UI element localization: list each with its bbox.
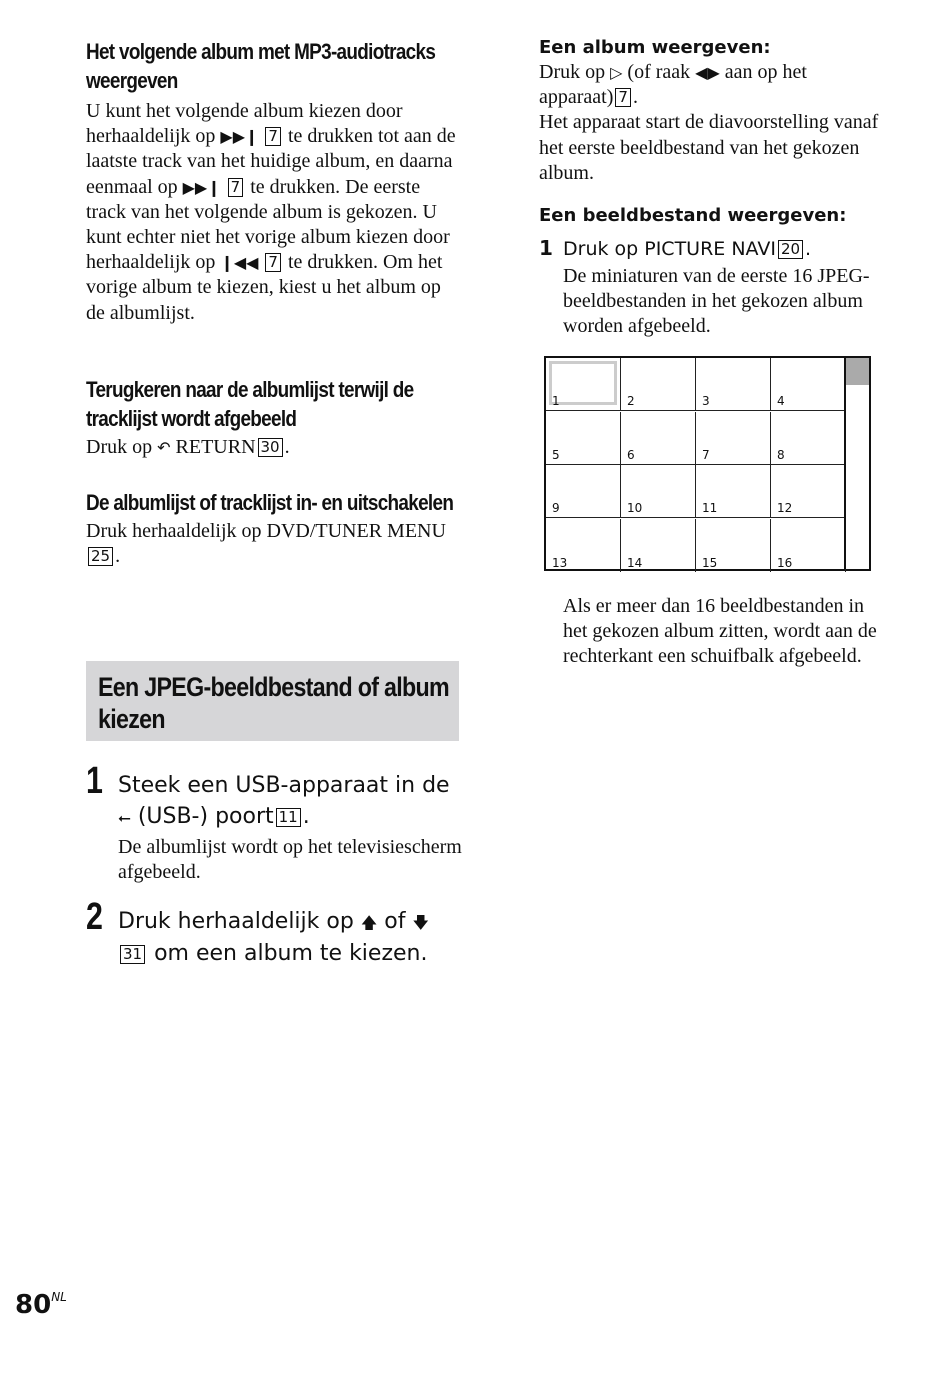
scrollbar-thumb[interactable] <box>846 358 869 385</box>
thumbnail-label: 6 <box>627 447 635 462</box>
thumbnail-cell[interactable] <box>771 465 846 518</box>
thumbnail-label: 14 <box>627 555 643 570</box>
section-text-toggle-list: Druk herhaaldelijk op DVD/TUNER MENU25 . <box>86 520 446 568</box>
step-number: 2 <box>86 896 103 938</box>
banner-title: Een JPEG-beeldbestand of album kiezen <box>98 672 449 734</box>
album-heading: Een album weergeven: <box>539 37 771 58</box>
thumbnail-cell[interactable] <box>546 465 621 518</box>
usb-icon: ⭠ <box>118 808 131 827</box>
thumbnail-cell[interactable] <box>546 358 621 411</box>
thumbnail-cell[interactable] <box>771 358 846 411</box>
step-number: 1 <box>86 760 103 802</box>
section-heading-return: Terugkeren naar de albumlijst terwijl de tracklijst wordt afgebeeld <box>86 377 414 431</box>
step-description: De albumlijst wordt op het televisiescherm afgebeeld. <box>118 836 462 884</box>
thumbnail-cell[interactable] <box>771 519 846 572</box>
section-text-next-album: U kunt het volgende album kiezen door herhaaldelijk op ▶▶❙ 7 te drukken tot aan de laatste track van het huidige album, en daarna eenmaal op ▶▶❙ 7 te drukken. De eerste track van het volgende album is gekozen. U kunt echter niet het vorige album kiezen door herhaaldelijk op ❙◀◀ 7 te drukken. Om het vorige album te kiezen, kiest u het album op de albumlijst. <box>86 100 456 324</box>
section-banner <box>86 661 459 741</box>
thumbnail-cell[interactable] <box>621 358 696 411</box>
thumbnail-cell[interactable] <box>621 412 696 465</box>
thumbnail-label: 8 <box>777 447 785 462</box>
thumbnail-cell[interactable] <box>696 358 771 411</box>
thumbnail-label: 12 <box>777 501 793 515</box>
note-text: Als er meer dan 16 beeldbestanden in het gekozen album zitten, wordt aan de rechterkant een schuifbalk afgebeeld. <box>563 595 877 668</box>
step-text: Druk herhaaldelijk op 🡅 of 🡇 31 om een album te kiezen. <box>118 909 429 966</box>
arrow-up-icon: 🡅 <box>360 913 378 932</box>
left-right-icon: ◀▶ <box>695 63 720 82</box>
arrow-down-icon: 🡇 <box>412 913 429 932</box>
thumbnail-cell[interactable] <box>696 519 771 572</box>
step-number: 1 <box>539 236 553 260</box>
thumbnail-label: 15 <box>702 555 718 570</box>
next-track-icon: ▶▶❙ <box>220 127 259 147</box>
thumbnail-label: 1 <box>552 394 560 408</box>
step-text: Druk op PICTURE NAVI 20 . <box>563 238 812 260</box>
thumbnail-label: 3 <box>702 394 710 408</box>
scrollbar[interactable] <box>844 358 869 569</box>
return-icon: ↶ <box>157 438 171 457</box>
thumbnail-label: 4 <box>777 394 785 408</box>
section-heading-toggle-list: De albumlijst of tracklijst in- en uitschakelen <box>86 490 454 515</box>
album-text: Druk op ▷ (of raak ◀▶ aan op het apparaat) 7 . Het apparaat start de diavoorstelling vanaf het eerste beeldbestand van het gekozen album. <box>539 61 879 184</box>
step-text: Steek een USB-apparaat in de ⭠ (USB-) poort 11 . <box>118 773 450 829</box>
thumbnail-cell[interactable] <box>546 412 621 465</box>
thumbnail-cell[interactable] <box>771 412 846 465</box>
thumbnail-cell[interactable] <box>621 465 696 518</box>
thumbnail-label: 5 <box>552 447 560 462</box>
thumbnail-label: 10 <box>627 501 643 515</box>
thumbnail-label: 9 <box>552 501 560 515</box>
thumbnail-cell[interactable] <box>546 519 621 572</box>
thumbnail-cell[interactable] <box>696 465 771 518</box>
step-description: De miniaturen van de eerste 16 JPEG-beeldbestanden in het gekozen album worden afgebeeld. <box>563 265 870 338</box>
thumbnail-label: 2 <box>627 394 635 408</box>
thumbnail-cell[interactable] <box>621 519 696 572</box>
next-track-icon: ▶▶❙ <box>182 177 221 197</box>
thumbnail-label: 13 <box>552 555 568 570</box>
page-number: $80^{NL}$ <box>15 1290 67 1320</box>
thumbnail-cell[interactable] <box>696 412 771 465</box>
thumbnail-label: 16 <box>777 555 793 570</box>
previous-track-icon: ❙◀◀ <box>220 253 259 273</box>
play-icon: ▷ <box>610 63 623 82</box>
section-text-return: Druk op ↶ RETURN 30 . <box>86 436 290 458</box>
section-heading-next-album: Het volgende album met MP3-audiotracks weergeven <box>86 39 436 93</box>
thumbnail-label: 11 <box>702 501 718 515</box>
image-heading: Een beeldbestand weergeven: <box>539 205 847 226</box>
thumbnail-label: 7 <box>702 447 710 462</box>
thumbnail-grid <box>544 356 871 571</box>
